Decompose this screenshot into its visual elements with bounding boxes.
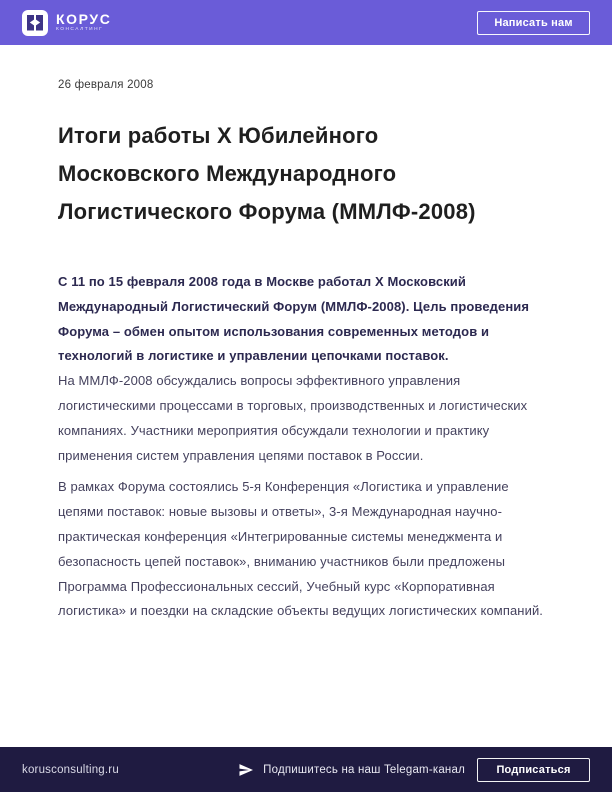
telegram-caption: Подпишитесь на наш Telegam-канал	[263, 763, 465, 776]
site-link[interactable]: korusconsulting.ru	[22, 763, 119, 776]
brand-subtitle: КОНСАЛТИНГ	[56, 27, 104, 33]
footer	[0, 747, 612, 792]
article-intro-text: На ММЛФ-2008 обсуждались вопросы эффективного управления логистическими процессами в торговых, производственных и логистических компаниях. Участники мероприятия обсуждали технологии и практику применения систем управления цепями поставок в России.	[58, 373, 528, 463]
logo-text	[56, 12, 111, 33]
korus-logo-icon	[22, 10, 48, 36]
logo-glyph-left	[27, 15, 34, 31]
header	[0, 0, 612, 45]
article-intro-bold: С 11 по 15 февраля 2008 года в Москве работал X Московский Международный Логистический Форум (ММЛФ-2008). Цель проведения Форума – обмен опытом использования современных методов и технологий в логистике и управлении цепочками поставок.	[58, 274, 530, 364]
write-us-button[interactable]: Написать нам	[477, 11, 590, 35]
article-date: 26 февраля 2008	[58, 79, 154, 91]
brand-name: КОРУС	[56, 10, 112, 27]
korus-logo[interactable]	[22, 10, 111, 36]
telegram-icon	[238, 762, 254, 778]
article	[0, 79, 612, 624]
subscribe-button[interactable]: Подписаться	[477, 758, 590, 782]
footer-subscribe-group	[238, 758, 590, 782]
article-title: Итоги работы X Юбилейного Московского Международного Логистического Форума (ММЛФ-2008)	[58, 123, 476, 224]
logo-glyph-right	[36, 15, 43, 31]
article-paragraph: В рамках Форума состоялись 5-я Конференция «Логистика и управление цепями поставок: новые вызовы и ответы», 3-я Международная научно-практическая конференция «Интегрированные системы менеджмента и безопасность цепей поставок», вниманию участников были предложены Программа Профессиональных сессий, Учебный курс «Корпоративная логистика» и поездки на складские объекты ведущих логистических компаний.	[58, 479, 544, 619]
